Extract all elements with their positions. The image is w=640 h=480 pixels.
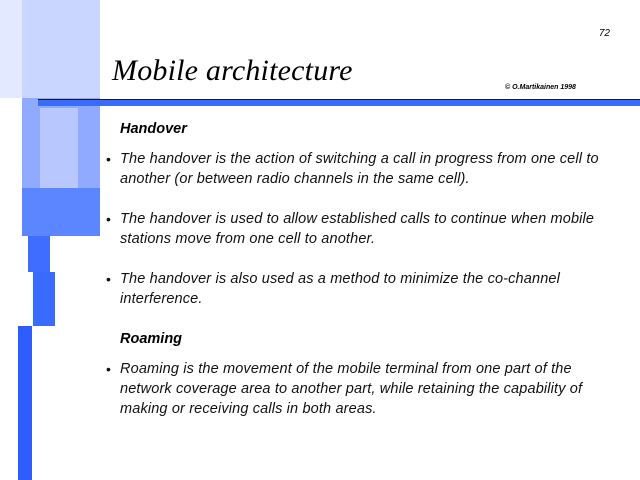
bullet-item (106, 149, 616, 189)
bullet-dot: • (106, 151, 112, 167)
decor-bar-light (20, 0, 100, 98)
bullet-item (106, 359, 616, 419)
bullet-dot: • (106, 211, 112, 227)
decor-bar-blue (22, 188, 100, 236)
bullet-text: The handover is also used as a method to minimize the co-channel interference. (120, 271, 561, 307)
bullet-item (106, 269, 616, 309)
page-number: 72 (598, 28, 610, 39)
title-underline-bar (38, 100, 640, 106)
bullet-text: Roaming is the movement of the mobile terminal from one part of the network coverage area to another part, while retaining the capability of making or receiving calls in both areas. (120, 361, 583, 417)
decor-bar-pale (0, 0, 22, 98)
decor-bar-strip (18, 326, 32, 480)
slide-body (106, 119, 616, 419)
copyright-notice: © O.Martikainen 1998 (505, 84, 576, 91)
decor-bar-column-low (33, 272, 55, 326)
decor-bar-column (28, 236, 50, 272)
bullet-dot: • (106, 271, 112, 287)
bullet-item (106, 209, 616, 249)
section-heading-roaming: Roaming (120, 331, 183, 347)
bullet-text: The handover is the action of switching a call in progress from one cell to another (or between radio channels in the same cell). (120, 151, 599, 187)
bullet-dot: • (106, 361, 112, 377)
slide-title: Mobile architecture (112, 54, 353, 87)
section-heading-handover: Handover (120, 121, 187, 137)
decor-bar-tile (40, 108, 78, 188)
bullet-text: The handover is used to allow established calls to continue when mobile stations move from one cell to another. (120, 211, 595, 247)
